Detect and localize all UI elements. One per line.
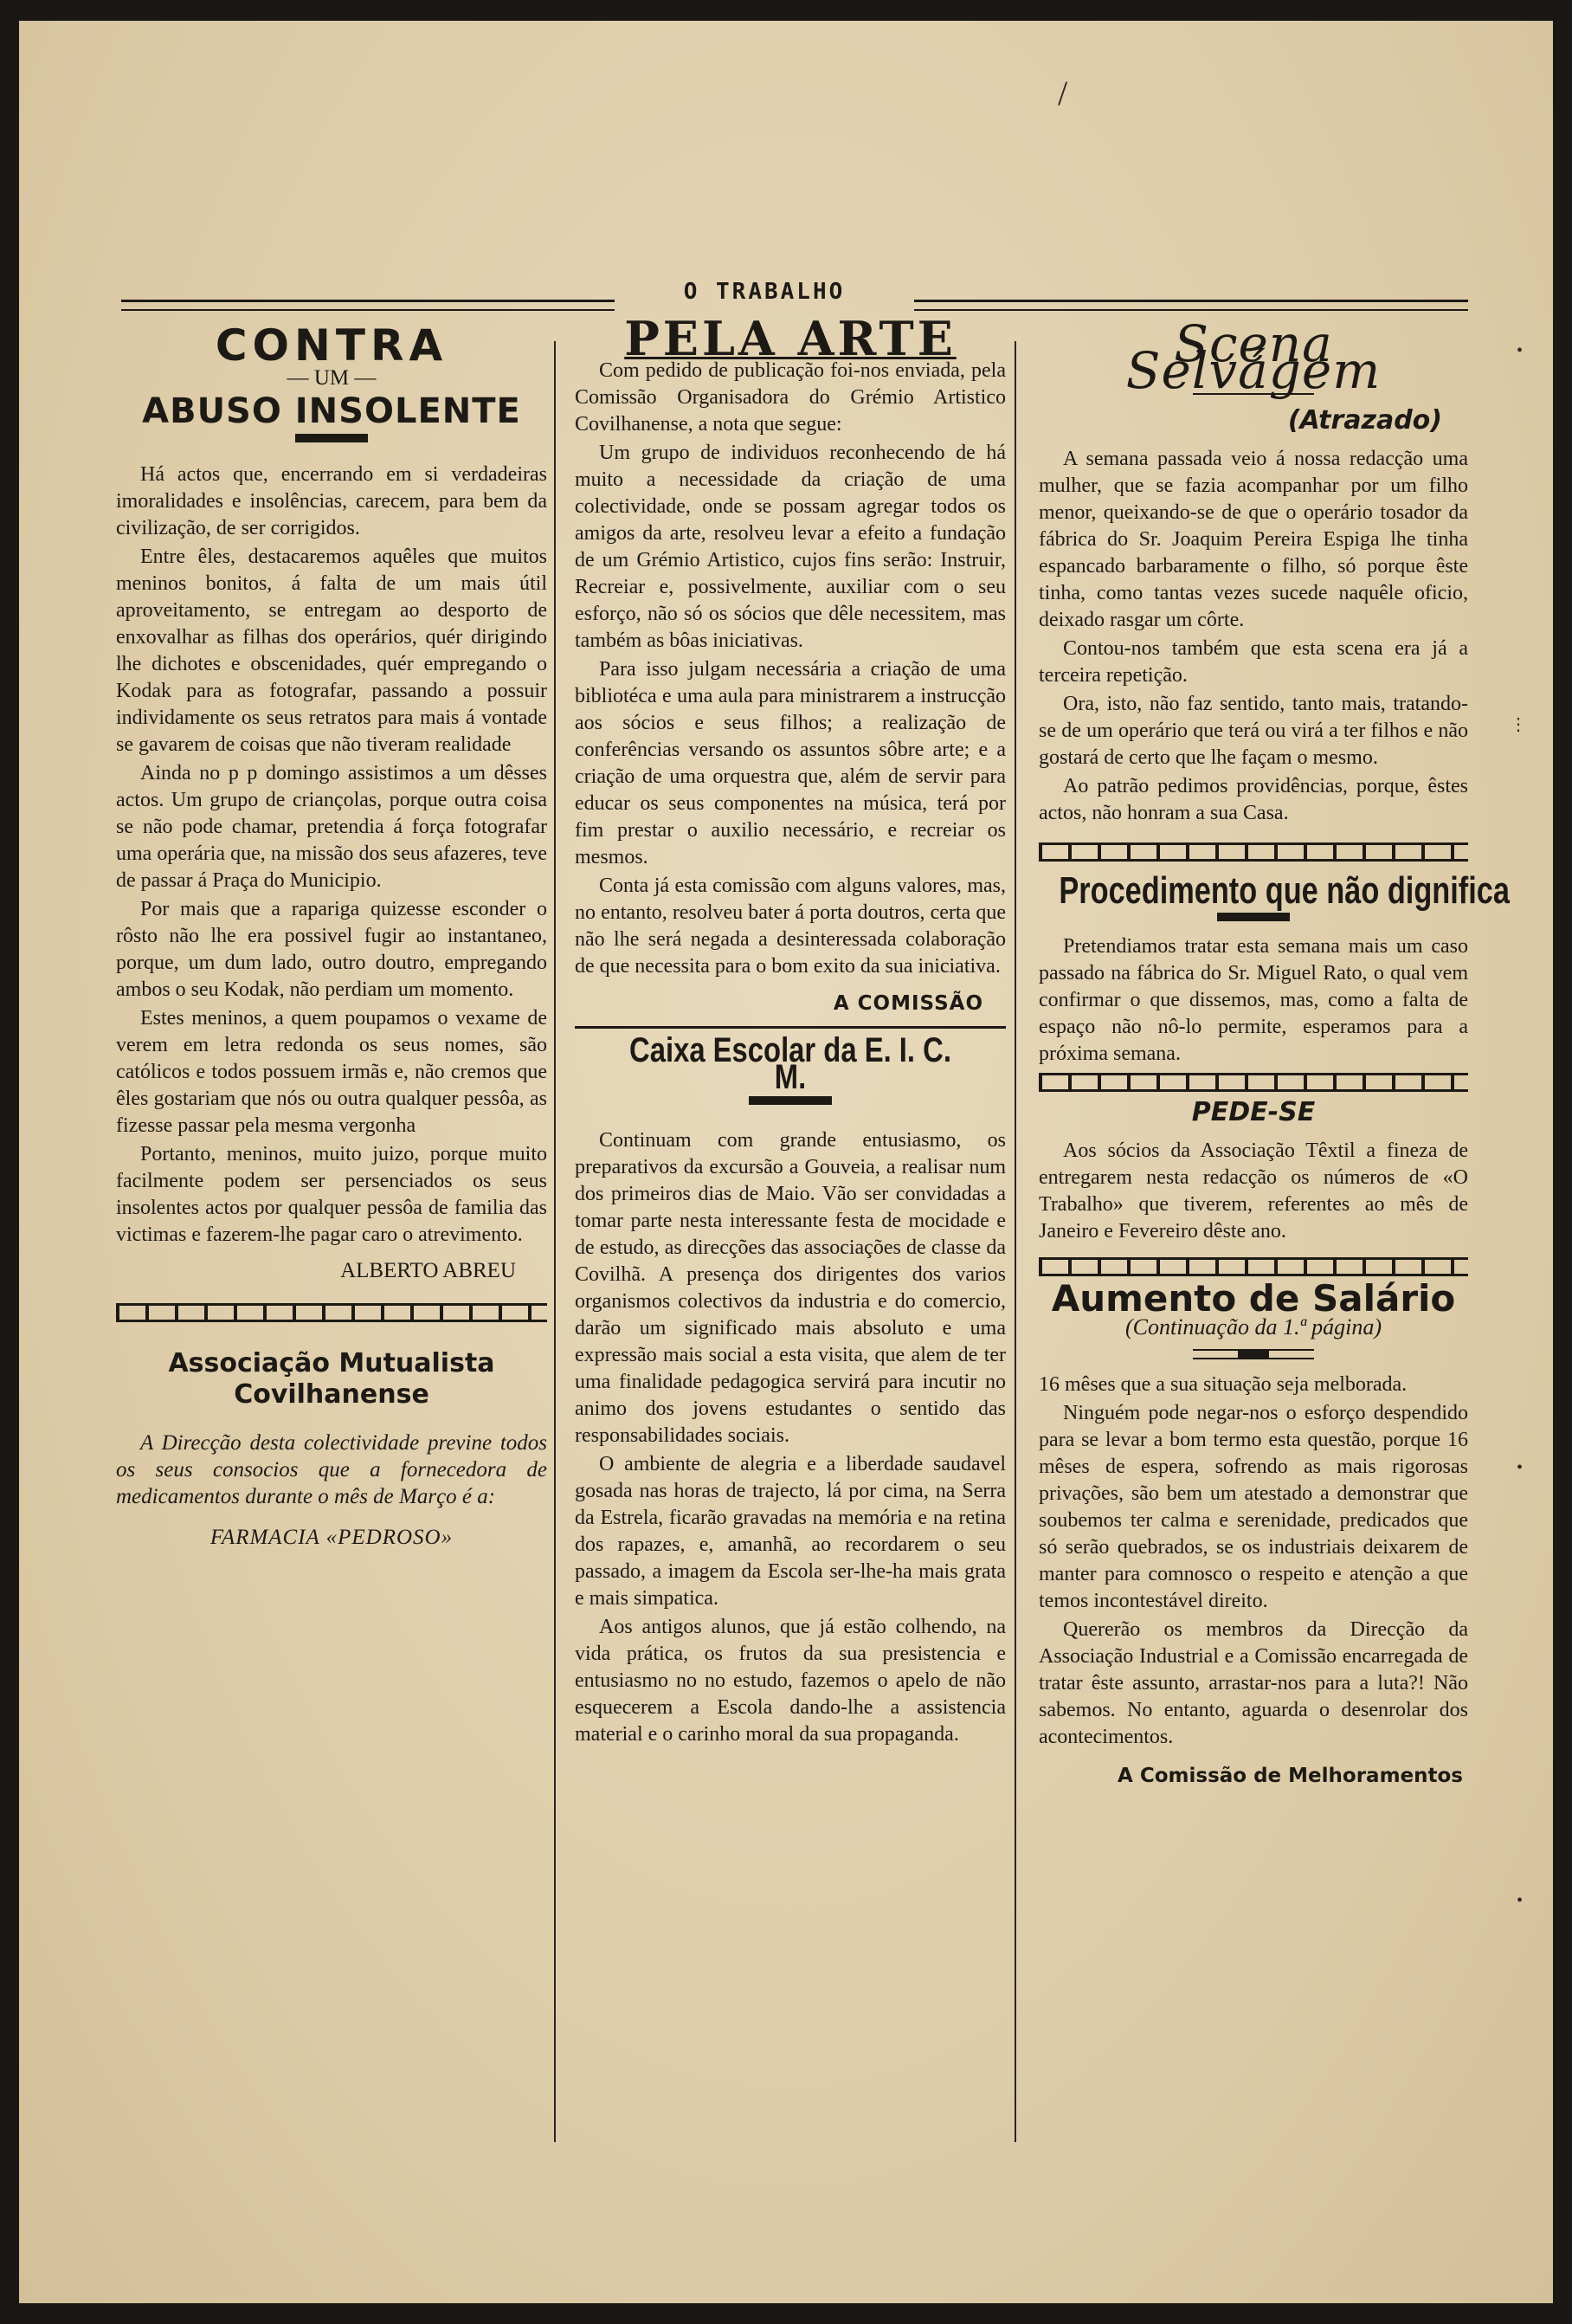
masthead xyxy=(121,274,1468,312)
headline-contra: CONTRA xyxy=(215,320,448,371)
article-paragraph: Entre êles, destacaremos aquêles que muitos meninos bonitos, á falta de um mais útil aproveitamento, se entregam ao desporto de enxovalhar as filhas dos operários, quér dirigindo lhe dichotes e obscenidades, quér empregando o Kodak para as fotografar, passando a possuir individamente os seus retratos para mais á vontade se gavarem de coisas que não tiveram realidade xyxy=(116,545,547,756)
headline-caixa-escolar: Caixa Escolar da E. I. C. M. xyxy=(629,1031,951,1096)
headline-bar xyxy=(295,434,368,442)
article-paragraph: Ainda no p p domingo assistimos a um dêsses actos. Um grupo de criançolas, porque outra coisa se não pode chamar, pretendia á força fotografar uma operária que, na missão dos seus afazeres, teve de passar á Praça do Municipio. xyxy=(116,762,547,892)
article-paragraph: 16 mêses que a sua situação seja melborada. xyxy=(1039,1373,1408,1396)
article-paragraph: Com pedido de publicação foi-nos enviada, pela Comissão Organisadora do Grémio Artistico Covilhanense, a nota que segue: xyxy=(575,359,1006,436)
article-paragraph: Aos antigos alunos, que já estão colhendo, na vida prática, os frutos da sua presistencia e entusiasmo no no estudo, fazemos o apelo de não esquecerem a Escola dando-lhe a assistencia material e o carinho moral da sua propaganda. xyxy=(575,1616,1006,1746)
article-paragraph: Portanto, meninos, muito juizo, porque muito facilmente podem ser persenciados os seus insolentes actos por qualquer pessôa de familia das victimas e fazerem-lhe pagar caro o atrevimento. xyxy=(116,1143,547,1246)
headline-atrazado: (Atrazado) xyxy=(1287,405,1442,436)
article-paragraph: Pretendiamos tratar esta semana mais um caso passado na fábrica do Sr. Miguel Rato, o qual vem confirmar o que dissemos, mas, como a falta de espaço não nô-lo permite, esperamos para a próxima semana. xyxy=(1039,935,1468,1065)
headline-bar xyxy=(749,1096,832,1105)
column-divider xyxy=(554,341,556,2142)
headline-scena-selvagem: Scena Selvágem xyxy=(1125,314,1382,400)
headline-ornament xyxy=(1193,1349,1314,1359)
ornament-divider xyxy=(1039,1257,1468,1276)
newspaper-page xyxy=(19,21,1553,2303)
ornament-divider xyxy=(116,1303,547,1322)
headline-aumento-salario: Aumento de Salário xyxy=(1051,1277,1456,1320)
column-left xyxy=(116,320,547,1553)
article-paragraph: Para isso julgam necessária a criação de uma bibliotéca e uma aula para ministrarem a instrucção aos sócios e seus filhos; a realização de conferências versando os assuntos sôbre arte; e a criação de uma orquestra que, além de servir para educar os seus componentes na música, terá por fim prestar o auxilio necessário, e recreiar os mesmos. xyxy=(575,658,1006,868)
article-paragraph: Por mais que a rapariga quizesse esconder o rôsto não lhe era possivel fugir ao instantaneo, porque, um dum lado, outro doutro, empregando ambos o seu Kodak, não perdiam um momento. xyxy=(116,898,547,1001)
article-paragraph: Há actos que, encerrando em si verdadeiras imoralidades e insolências, carecem, para bem da civilização, de ser corrigidos. xyxy=(116,463,547,539)
masthead-title: O TRABALHO xyxy=(683,279,846,305)
farmacia-name: FARMACIA «PEDROSO» xyxy=(209,1526,454,1549)
article-paragraph: Estes meninos, a quem poupamos o vexame de verem em letra redonda os seus nomes, são católicos e todos possuem irmãs e, não cremos que êles gostariam que nós ou outra qualquer pessôa, as fizesse passar pela mesma vergonha xyxy=(116,1007,547,1137)
ornament-divider xyxy=(1039,842,1468,862)
notice-text: A Direcção desta colectividade previne todos os seus consocios que a fornecedora de medicamentos durante o mês de Março é a: xyxy=(116,1431,547,1508)
masthead-rule-right xyxy=(914,300,1468,311)
headline-associacao: Associação Mutualista Covilhanense xyxy=(168,1348,495,1410)
article-paragraph: Ninguém pode negar-nos o esforço despendido para se levar a bom termo esta questão, porque 16 mêses de espera, sofrendo as mais rigorosas privações, são bem um atestado a demonstrar que soubemos ter calma e serenidade, predicados que só serão quebrados, se os industriais deixarem de manter para comnosco o respeito e atenção a que temos incontestável direito. xyxy=(1039,1402,1468,1612)
headline-pede-se: PEDE-SE xyxy=(1191,1097,1316,1127)
masthead-rule-left xyxy=(121,300,615,311)
section-rule xyxy=(575,1026,1006,1029)
article-signature: A COMISSÃO xyxy=(833,992,983,1015)
headline-abuso-insolente: ABUSO INSOLENTE xyxy=(142,391,521,431)
pin-mark: • xyxy=(1517,1891,1524,1910)
headline-um: — UM — xyxy=(287,366,377,390)
ornament-divider xyxy=(1039,1073,1468,1092)
pin-mark: ⋮ xyxy=(1510,715,1527,734)
pin-mark: • xyxy=(1517,341,1524,360)
column-divider xyxy=(1015,341,1016,2142)
article-paragraph: Quererão os membros da Direcção da Associação Industrial e a Comissão encarregada de tratar êste assunto, arrastar-nos para a luta?! Não sabemos. No entanto, aguarda o desenrolar dos acontecimentos. xyxy=(1039,1618,1468,1748)
article-signature: A Comissão de Melhoramentos xyxy=(1118,1765,1463,1787)
article-paragraph: Aos sócios da Associação Têxtil a fineza de entregarem nesta redacção os números de «O Trabalho» que tiverem, referentes ao mês de Janeiro e Fevereiro dêste ano. xyxy=(1039,1139,1468,1243)
headline-continuacao: (Continuação da 1.ª página) xyxy=(1124,1314,1382,1340)
article-paragraph: Ora, isto, não faz sentido, tanto mais, tratando-se de um operário que terá ou virá a ter filhos e não gostará de certo que lhe façam o mesmo. xyxy=(1039,693,1468,769)
article-signature: ALBERTO ABREU xyxy=(340,1259,516,1282)
column-middle xyxy=(575,311,1006,1750)
headline-procedimento: Procedimento que não dignifica xyxy=(1059,869,1510,912)
pin-mark: • xyxy=(1517,1458,1524,1477)
column-right xyxy=(1039,314,1510,1790)
ink-mark: / xyxy=(1058,74,1068,113)
headline-pela-arte: PELA ARTE xyxy=(624,311,957,366)
article-paragraph: Um grupo de individuos reconhecendo de há muito a necessidade da criação de uma colectividade, onde se possam agregar todos os amigos da arte, resolveu levar a efeito a fundação de um Grémio Artistico, cujos fins serão: Instruir, Recreiar e, possivelmente, auxiliar com o seu esforço, não só os sócios que dêle necessitem, mas também as bôas iniciativas. xyxy=(575,442,1006,652)
article-paragraph: O ambiente de alegria e a liberdade saudavel gosada nas horas de trajecto, lá por cima, na Serra da Estrela, ficarão gravadas na memória e na retina dos rapazes, e, amanhã, ao recordarem o seu passado, a imagem da Escola ser-lhe-ha mais grata e mais simpatica. xyxy=(575,1453,1006,1610)
article-paragraph: Continuam com grande entusiasmo, os preparativos da excursão a Gouveia, a realisar num dos primeiros dias de Maio. Vão ser convidadas a tomar parte nesta interessante festa de mocidade e de estudo, as direcções das associações de classe da Covilhã. A presença dos dirigentes dos varios organismos colectivos da industria e do comercio, darão um significado mais absoluto e uma expressão mais social a esta visita, que alem de ter uma finalidade pedagogica servirá para incutir no animo dos jovens estudantes o sentido das responsabilidades sociais. xyxy=(575,1129,1006,1447)
article-paragraph: Ao patrão pedimos providências, porque, êstes actos, não honram a sua Casa. xyxy=(1039,775,1468,824)
article-paragraph: Conta já esta comissão com alguns valores, mas, no entanto, resolveu bater á porta doutros, certa que não lhe será negada a desinteressada colaboração de que necessita para o bom exito da sua iniciativa. xyxy=(575,875,1006,978)
article-paragraph: A semana passada veio á nossa redacção uma mulher, que se fazia acompanhar por um filho menor, queixando-se de que o operário tosador da fábrica do Sr. Joaquim Pereira Espiga lhe tinha espancado barbaramente o filho, só porque êste tinha, como tantas vezes sucede naquêle oficio, deixado rasgar um côrte. xyxy=(1039,448,1468,631)
headline-bar xyxy=(1217,913,1290,921)
article-paragraph: Contou-nos também que esta scena era já a terceira repetição. xyxy=(1039,637,1468,687)
